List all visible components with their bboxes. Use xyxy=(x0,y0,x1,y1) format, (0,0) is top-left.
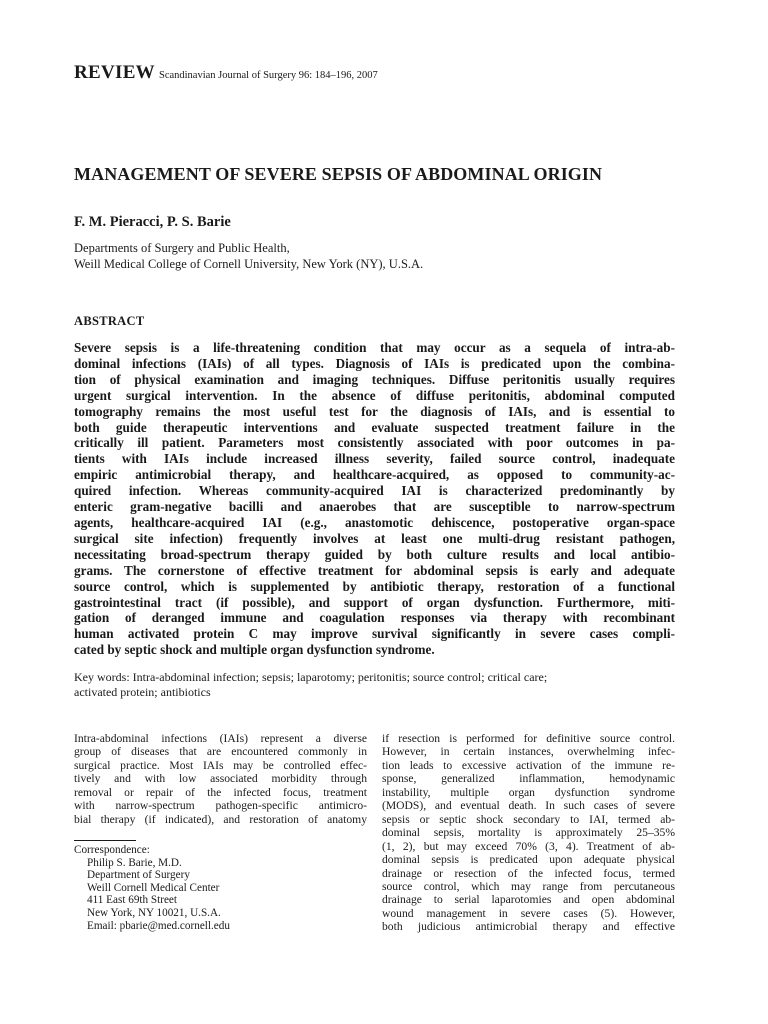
keywords-line: activated protein; antibiotics xyxy=(74,685,211,699)
body-line: both judicious antimicrobial therapy and effective xyxy=(382,920,675,934)
abstract-line: gation of deranged immune and coagulation responses via therapy with recombinant xyxy=(74,610,675,626)
body-column-right xyxy=(382,732,675,934)
abstract-heading: ABSTRACT xyxy=(74,314,145,328)
abstract-line: tion of physical examination and imaging techniques. Diffuse peritonitis usually requires xyxy=(74,371,675,387)
abstract-line: source control, which is supplemented by antibiotic therapy, restoration of a functional xyxy=(74,578,675,594)
body-line: removal or repair of the infected focus, treatment xyxy=(74,785,367,799)
body-line: sponse, generalized inflammation, hemodynamic xyxy=(382,772,675,786)
abstract-line: both guide therapeutic interventions and evaluate suspected treatment failure in the xyxy=(74,419,675,435)
abstract-line: dominal infections (IAIs) of all types. Diagnosis of IAIs is predicated upon the combina- xyxy=(74,355,675,371)
abstract-line: Severe sepsis is a life-threatening condition that may occur as a sequela of intra-ab- xyxy=(74,340,675,355)
abstract-line: human activated protein C may improve survival significantly in severe cases compli- xyxy=(74,626,675,642)
abstract-line: critically ill patient. Parameters most consistently associated with poor outcomes in pa- xyxy=(74,435,675,451)
correspondence-line: Weill Cornell Medical Center xyxy=(87,881,220,894)
correspondence-line: Philip S. Barie, M.D. xyxy=(87,856,182,869)
correspondence-label: Correspondence: xyxy=(74,844,150,856)
body-line: instability, multiple organ dysfunction syndrome xyxy=(382,785,675,799)
journal-header xyxy=(74,62,378,84)
keywords-line: Key words: Intra-abdominal infection; sepsis; laparotomy; peritonitis; source control; critical care; xyxy=(74,670,548,684)
article-title: MANAGEMENT OF SEVERE SEPSIS OF ABDOMINAL ORIGIN xyxy=(74,164,603,184)
journal-citation: Scandinavian Journal of Surgery 96: 184–196, 2007 xyxy=(158,70,378,81)
body-line: drainage to serial laparotomies and open abdominal xyxy=(382,893,675,907)
abstract-line: cated by septic shock and multiple organ dysfunction syndrome. xyxy=(74,642,435,658)
footnote-divider xyxy=(74,840,136,841)
abstract-line: quired infection. Whereas community-acquired IAI is characterized predominantly by xyxy=(74,483,675,499)
body-line: However, in certain instances, overwhelming infec- xyxy=(382,745,675,759)
abstract-line: gastrointestinal tract (if possible), and support of organ dysfunction. Furthermore, miti- xyxy=(74,594,675,610)
body-line: Intra-abdominal infections (IAIs) represent a diverse xyxy=(74,732,367,745)
affiliation-line: Weill Medical College of Cornell University, New York (NY), U.S.A. xyxy=(74,257,424,271)
abstract-line: agents, healthcare-acquired IAI (e.g., anastomotic dehiscence, postoperative organ-space xyxy=(74,514,675,530)
body-line: surgical practice. Most IAIs may be controlled effec- xyxy=(74,758,367,772)
affiliation-line: Departments of Surgery and Public Health, xyxy=(74,241,290,255)
abstract-line: tients with IAIs include increased illness severity, failed source control, inadequate xyxy=(74,451,675,467)
body-line: tion leads to excessive activation of the immune re- xyxy=(382,758,675,772)
body-line: (1, 2), but may exceed 70% (3, 4). Treatment of ab- xyxy=(382,839,675,853)
body-line: drainage or resection of the infected focus, termed xyxy=(382,866,675,880)
correspondence-block xyxy=(74,844,230,932)
correspondence-line: New York, NY 10021, U.S.A. xyxy=(87,906,221,919)
correspondence-line: Department of Surgery xyxy=(87,869,190,882)
abstract-line: grams. The cornerstone of effective treatment for abdominal sepsis is early and adequate xyxy=(74,562,675,578)
body-line: source control, which may range from percutaneous xyxy=(382,879,675,893)
body-line: wound management in severe cases (5). However, xyxy=(382,906,675,920)
body-line: if resection is performed for definitive source control. xyxy=(382,732,675,745)
correspondence-email: Email: pbarie@med.cornell.edu xyxy=(87,919,230,932)
section-label: REVIEW xyxy=(74,62,155,83)
abstract-line: tomography remains the most useful test for the diagnosis of IAIs, and is essential to xyxy=(74,403,675,419)
correspondence-line: 411 East 69th Street xyxy=(87,894,178,907)
body-line: sepsis or septic shock secondary to IAI, termed ab- xyxy=(382,812,675,826)
abstract-line: empiric antimicrobial therapy, and healthcare-acquired, as opposed to community-ac- xyxy=(74,467,675,483)
author-affiliation xyxy=(74,240,423,272)
body-line: (MODS), and eventual death. In such cases of severe xyxy=(382,799,675,813)
body-column-left xyxy=(74,732,367,826)
article-authors: F. M. Pieracci, P. S. Barie xyxy=(74,214,231,230)
body-line: tively and with low associated morbidity through xyxy=(74,772,367,786)
keywords xyxy=(74,670,547,700)
body-line: bial therapy (if indicated), and restoration of anatomy xyxy=(74,812,367,826)
abstract-text xyxy=(74,340,675,658)
body-line: group of diseases that are encountered commonly in xyxy=(74,745,367,759)
abstract-line: surgical site infection) frequently involves at least one multi-drug resistant pathogen, xyxy=(74,530,675,546)
body-line: dominal sepsis, mortality is approximately 25–35% xyxy=(382,826,675,840)
abstract-line: necessitating broad-spectrum therapy guided by both culture results and local antibio- xyxy=(74,546,675,562)
body-line: with narrow-spectrum pathogen-specific antimicro- xyxy=(74,799,367,813)
body-line: dominal sepsis is predicated upon adequate physical xyxy=(382,853,675,867)
abstract-line: enteric gram-negative bacilli and anaerobes that are susceptible to narrow-spectrum xyxy=(74,499,675,515)
abstract-line: urgent surgical intervention. In the absence of diffuse peritonitis, abdominal computed xyxy=(74,387,675,403)
